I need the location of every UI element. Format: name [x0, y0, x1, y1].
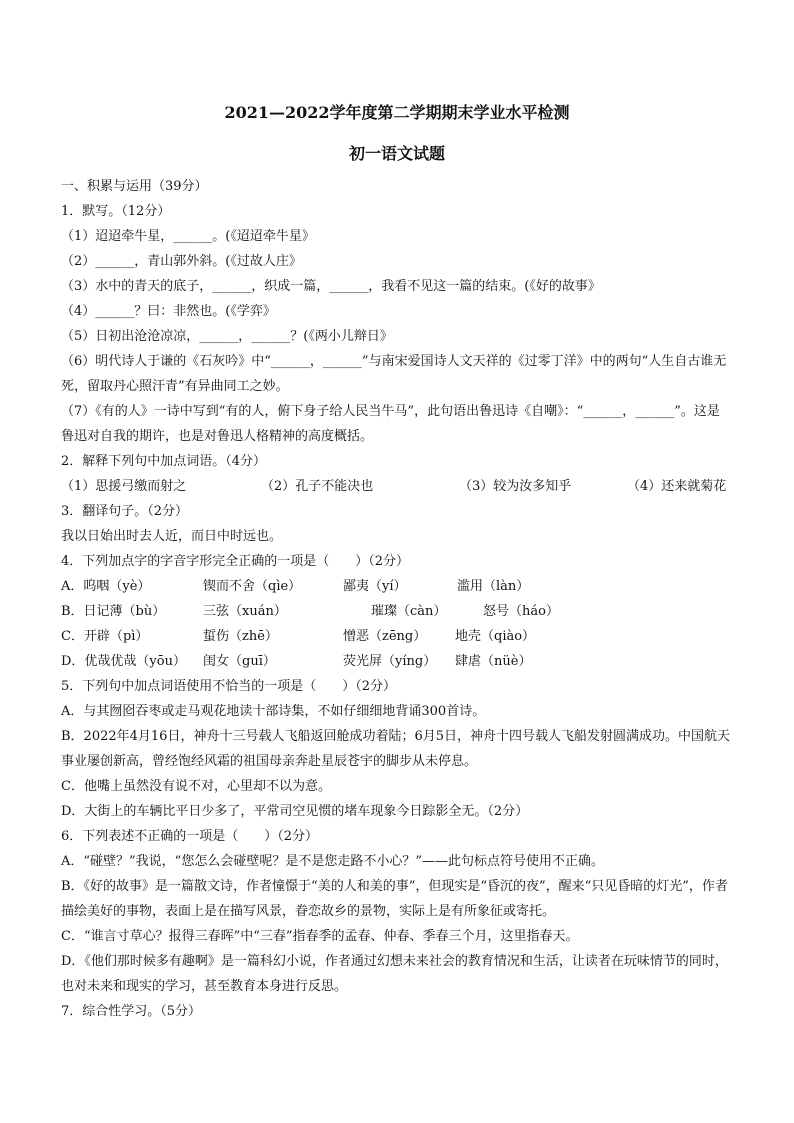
option-cell: B．日记薄（bù） [61, 604, 166, 619]
q1-item-4: （4）______？曰：非然也。(《学弈》 [61, 304, 276, 319]
q6-option-b: B．《好的故事》是一篇散文诗，作者憧憬于“美的人和美的事”，但现实是“昏沉的夜”，醒来“只见昏暗的灯光”，作者描绘美好的事物，表面上是在描写风景，眷恋故乡的景物，实际上是有所象征或寄托。 [61, 879, 728, 919]
option-cell: 三弦（xuán） [203, 604, 287, 619]
q1-item-1: （1）迢迢牵牛星，______。(《迢迢牵牛星》 [61, 229, 315, 244]
exam-subtitle: 初一语文试题 [348, 144, 445, 163]
q6-heading: 6．下列表述不正确的一项是（ ）（2分） [61, 829, 319, 844]
q1-heading: 1．默写。（12分） [61, 204, 171, 219]
option-cell: 璀璨（càn） [371, 604, 447, 619]
option-cell: 滥用（làn） [457, 579, 530, 594]
q5-option-b: B．2022年4月16日，神舟十三号载人飞船返回舱成功着陆；6月5日，神舟十四号载人飞船发射圆满成功。中国航天事业屡创新高，曾经饱经风霜的祖国母亲奔赴星辰苍宇的脚步从未停息。 [61, 729, 730, 769]
q4-option-c [61, 624, 731, 649]
q4-option-d [61, 649, 731, 674]
exam-main-title: 2021—2022学年度第二学期期末学业水平检测 [224, 103, 570, 122]
q2-item: （4）还来就菊花 [627, 479, 727, 494]
q5-heading: 5．下列句中加点词语使用不恰当的一项是（ ）（2分） [61, 679, 397, 694]
section-heading: 一、积累与运用（39分） [61, 179, 208, 194]
q4-option-b [61, 599, 731, 624]
q3-text: 我以日始出时去人近，而日中时远也。 [61, 529, 283, 544]
q4-option-a [61, 574, 731, 599]
option-cell: C．开辟（pì） [61, 629, 149, 644]
option-cell: 地壳（qiào） [455, 629, 536, 644]
q2-item: （1）思援弓缴而射之 [61, 479, 187, 494]
q2-item: （3）较为汝多知乎 [459, 479, 572, 494]
q3-heading: 3．翻译句子。（2分） [61, 504, 189, 519]
q6-option-a: A．“碰壁？”我说，“您怎么会碰壁呢？是不是您走路不小心？”——此句标点符号使用不正确。 [61, 854, 604, 869]
option-cell: 荧光屏（yíng） [343, 654, 437, 669]
exam-content [61, 174, 731, 1024]
q5-option-c: C．他嘴上虽然没有说不对，心里却不以为意。 [61, 779, 331, 794]
q4-heading: 4．下列加点字的字音字形完全正确的一项是（ ）（2分） [61, 554, 410, 569]
option-cell: D．优哉优哉（yōu） [61, 654, 186, 669]
option-cell: 肆虐（nüè） [455, 654, 532, 669]
option-cell: 闺女（guī） [203, 654, 276, 669]
option-cell: 怒号（háo） [483, 604, 559, 619]
q1-item-5: （5）日初出沧沧凉凉，______，______？(《两小儿辩日》 [61, 329, 393, 344]
option-cell: 憎恶（zēng） [343, 629, 427, 644]
q1-item-2: （2）______，青山郭外斜。(《过故人庄》 [61, 254, 302, 269]
option-cell: 锲而不舍（qìe） [203, 579, 302, 594]
option-cell: A．呜咽（yè） [61, 579, 151, 594]
q1-item-3: （3）水中的青天的底子，______，织成一篇，______，我看不见这一篇的结束。(《好的故事》 [61, 279, 601, 294]
q7-heading: 7．综合性学习。（5分） [61, 1004, 202, 1019]
q5-option-a: A．与其囫囵吞枣或走马观花地读十部诗集，不如仔细细地背诵300首诗。 [61, 704, 486, 719]
q2-heading: 2．解释下列句中加点词语。（4分） [61, 454, 267, 469]
q6-option-d: D．《他们那时候多有趣啊》是一篇科幻小说，作者通过幻想未来社会的教育情况和生活，让读者在玩味情节的同时，也对未来和现实的学习，甚至教育本身进行反思。 [61, 954, 728, 994]
q2-items [61, 474, 731, 499]
q2-item: （2）孔子不能决也 [261, 479, 374, 494]
q5-option-d: D．大街上的车辆比平日少多了，平常司空见惯的堵车现象今日踪影全无。（2分） [61, 804, 529, 819]
q6-option-c: C．“谁言寸草心？报得三春晖”中“三春”指春季的孟春、仲春、季春三个月，这里指春天。 [61, 929, 579, 944]
q1-item-7: （7）《有的人》一诗中写到“有的人，俯下身子给人民当牛马”，此句语出鲁迅诗《自嘲》：“______，______”。这是鲁迅对自我的期许，也是对鲁迅人格精神的高度概括。 [61, 404, 720, 444]
option-cell: 鄙夷（yí） [343, 579, 407, 594]
option-cell: 蜇伤（zhē） [203, 629, 278, 644]
q1-item-6: （6）明代诗人于谦的《石灰吟》中“______，______”与南宋爱国诗人文天祥的《过零丁洋》中的两句“人生自古谁无死，留取丹心照汗青”有异曲同工之妙。 [61, 354, 727, 394]
